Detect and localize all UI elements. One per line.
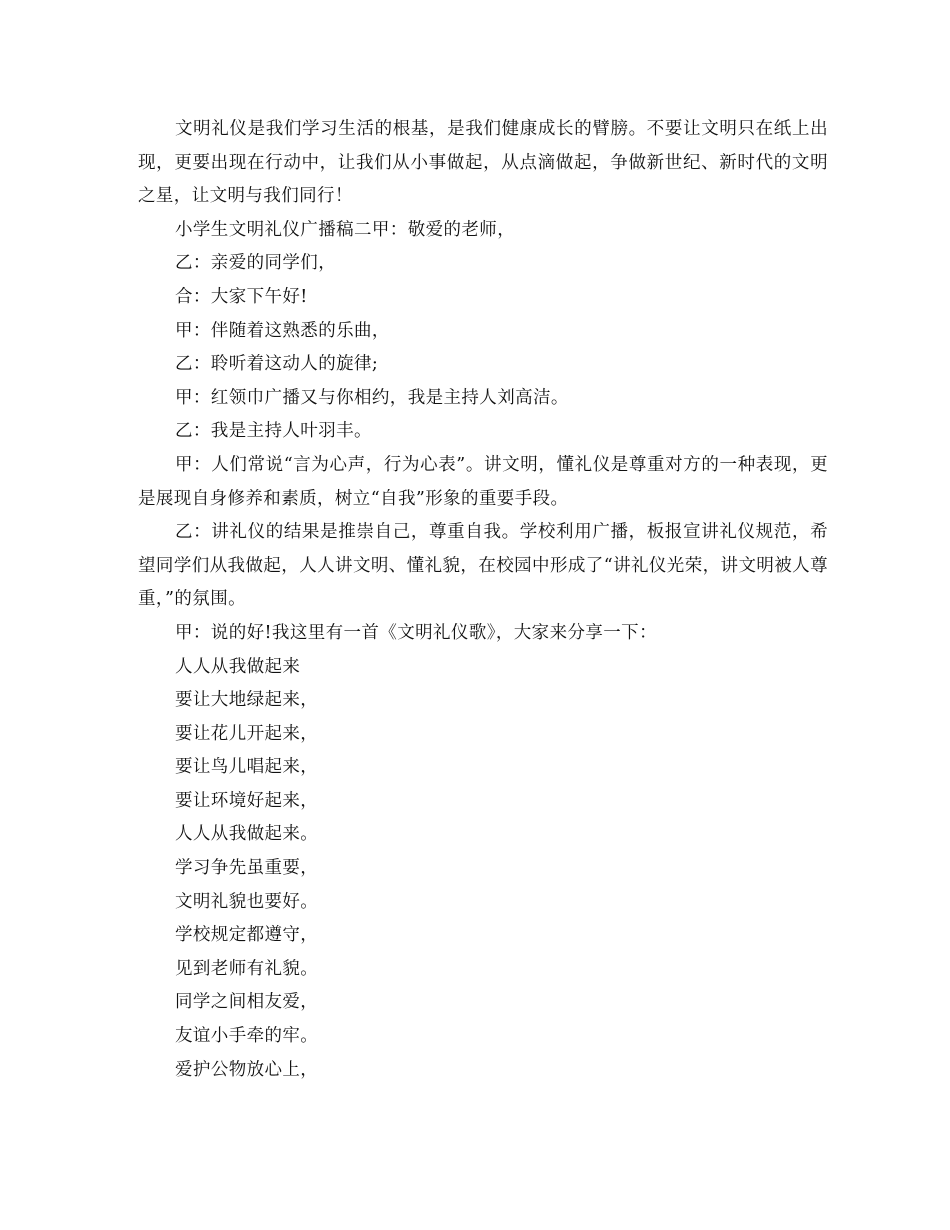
- poem-line: 爱护公物放心上，: [175, 1059, 319, 1080]
- poem-line: 要让花儿开起来，: [175, 723, 319, 744]
- script-line: 乙：我是主持人叶羽丰。: [175, 421, 372, 442]
- poem-line: 人人从我做起来: [175, 656, 301, 677]
- paragraph-intro: 文明礼仪是我们学习生活的根基，是我们健康成长的臂膀。不要让文明只在纸上出现，更要出现在行动中，让我们从小事做起，从点滴做起，争做新世纪、新时代的文明之星，让文明与我们同行！: [138, 119, 828, 207]
- poem-line: 学校规定都遵守，: [175, 925, 319, 946]
- poem-line: 人人从我做起来。: [175, 824, 319, 845]
- poem-line: 要让大地绿起来，: [175, 690, 319, 711]
- poem-line: 要让鸟儿唱起来，: [175, 757, 319, 778]
- script-paragraph: 甲：人们常说“言为心声，行为心表”。讲文明，懂礼仪是尊重对方的一种表现，更是展现自身修养和素质，树立“自我”形象的重要手段。: [138, 454, 828, 509]
- script-line: 甲：说的好!我这里有一首《文明礼仪歌》，大家来分享一下：: [175, 622, 657, 643]
- script-line: 甲：红领巾广播又与你相约，我是主持人刘高洁。: [175, 387, 569, 408]
- poem-line: 学习争先虽重要，: [175, 858, 319, 879]
- script-line: 小学生文明礼仪广播稿二甲：敬爱的老师，: [175, 219, 516, 240]
- poem-line: 见到老师有礼貌。: [175, 958, 319, 979]
- script-line: 甲：伴随着这熟悉的乐曲，: [175, 320, 390, 341]
- poem-line: 要让环境好起来，: [175, 790, 319, 811]
- poem-line: 友谊小手牵的牢。: [175, 1026, 319, 1047]
- poem-line: 同学之间相友爱，: [175, 992, 319, 1013]
- script-paragraph: 乙：讲礼仪的结果是推崇自己，尊重自我。学校利用广播，板报宣讲礼仪规范，希望同学们从我做起，人人讲文明、懂礼貌，在校园中形成了“讲礼仪光荣，讲文明被人尊重，”的氛围。: [138, 522, 828, 610]
- poem-line: 文明礼貌也要好。: [175, 891, 319, 912]
- script-line: 合：大家下午好!: [175, 286, 308, 307]
- script-line: 乙：聆听着这动人的旋律;: [175, 354, 379, 375]
- document-body: [138, 113, 828, 1087]
- script-line: 乙：亲爱的同学们，: [175, 253, 337, 274]
